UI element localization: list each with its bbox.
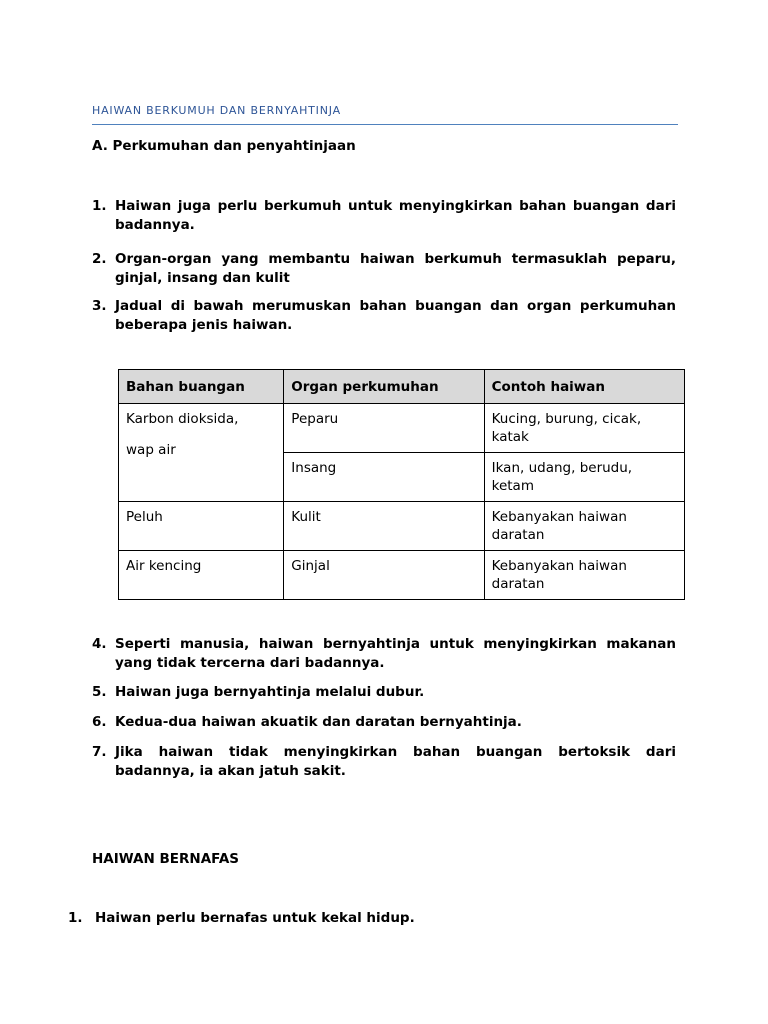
page-heading: HAIWAN BERKUMUH DAN BERNYAHTINJA [92, 104, 341, 117]
table-row [119, 551, 685, 600]
list-item [92, 713, 676, 732]
list-item-number: 5. [92, 684, 107, 700]
list-item-text: Haiwan juga perlu berkumuh untuk menyingkirkan bahan buangan dari badannya. [115, 198, 676, 233]
table-cell-text: wap air [126, 442, 176, 458]
list-item-number: 4. [92, 636, 107, 652]
table-cell-text: Karbon dioksida, [126, 411, 239, 427]
list-item [92, 297, 676, 335]
list-item [92, 250, 676, 288]
table-cell: Peparu [284, 404, 484, 453]
table-row [119, 404, 685, 453]
list-item-number: 6. [92, 714, 107, 730]
list-item-number: 3. [92, 298, 107, 314]
table-cell: Kulit [284, 502, 484, 551]
list-item-text: Jadual di bawah merumuskan bahan buangan dan organ perkumuhan beberapa jenis haiwan. [115, 298, 676, 333]
table-row [119, 502, 685, 551]
list-item [92, 635, 676, 673]
heading-divider [92, 124, 678, 125]
list-item-text: Organ-organ yang membantu haiwan berkumuh termasuklah peparu, ginjal, insang dan kulit [115, 251, 676, 286]
table-header-cell: Bahan buangan [119, 370, 284, 404]
list-item [92, 197, 676, 235]
table-cell [119, 404, 284, 502]
waste-organ-table [118, 369, 685, 600]
table-header-row [119, 370, 685, 404]
list-item [92, 683, 676, 702]
list-item-text: Jika haiwan tidak menyingkirkan bahan buangan bertoksik dari badannya, ia akan jatuh sakit. [115, 744, 676, 779]
table-cell: Peluh [119, 502, 284, 551]
list-item [92, 743, 676, 781]
table-header-cell: Organ perkumuhan [284, 370, 484, 404]
table-cell: Ginjal [284, 551, 484, 600]
table-cell: Kebanyakan haiwan daratan [484, 502, 684, 551]
table-cell: Kucing, burung, cicak, katak [484, 404, 684, 453]
list-item-text: Haiwan juga bernyahtinja melalui dubur. [115, 684, 425, 700]
table-cell: Air kencing [119, 551, 284, 600]
list-item-text: Seperti manusia, haiwan bernyahtinja untuk menyingkirkan makanan yang tidak tercerna dari badannya. [115, 636, 676, 671]
list-item-text: Haiwan perlu bernafas untuk kekal hidup. [95, 910, 415, 926]
table-cell: Kebanyakan haiwan daratan [484, 551, 684, 600]
list-item-number: 1. [68, 910, 83, 926]
list-item-number: 1. [92, 198, 107, 214]
table-cell: Ikan, udang, berudu, ketam [484, 453, 684, 502]
list-item-number: 7. [92, 744, 107, 760]
section-a-title: A. Perkumuhan dan penyahtinjaan [92, 138, 356, 154]
list-item-text: Kedua-dua haiwan akuatik dan daratan bernyahtinja. [115, 714, 522, 730]
table-header-cell: Contoh haiwan [484, 370, 684, 404]
list-item-number: 2. [92, 251, 107, 267]
table-cell: Insang [284, 453, 484, 502]
section-b-title: HAIWAN BERNAFAS [92, 851, 239, 867]
list-item [68, 910, 415, 926]
